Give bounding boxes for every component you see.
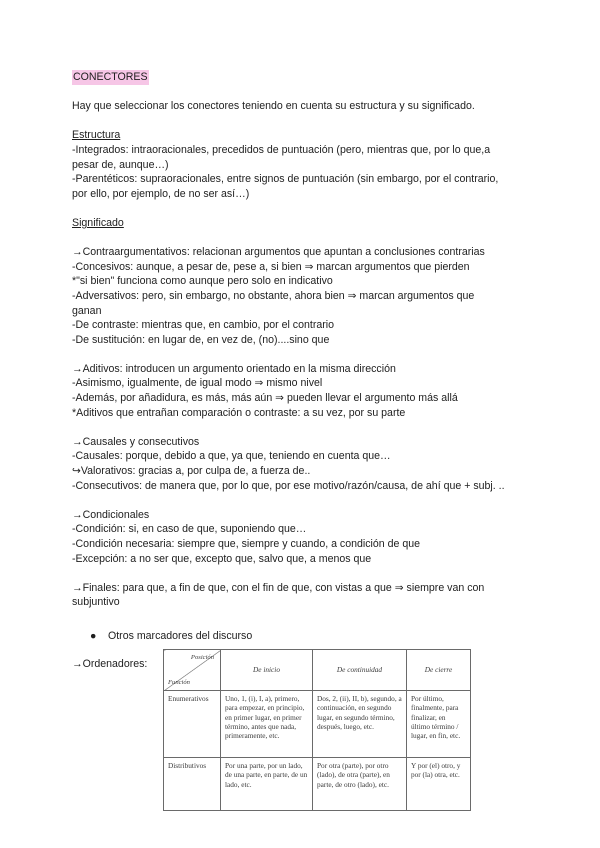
ordenadores-label: →Ordenadores: (72, 658, 148, 670)
table-header-cell: De continuidad (313, 650, 407, 691)
table-cell: Por último, finalmente, para finalizar, en último término / lugar, en fin, etc. (407, 691, 471, 758)
table-header-row (164, 650, 471, 691)
causales-line: →Causales y consecutivos (72, 435, 200, 448)
finales-line: →Finales: para que, a fin de que, con el fin de que, con vistas a que ⇒ siempre van con (72, 581, 485, 594)
estructura-line: -Integrados: intraoracionales, precedidos de puntuación (pero, mientras que, por lo que,a (72, 143, 491, 156)
table-cell: Por una parte, por un lado, de una parte, en parte, de un lado, etc. (221, 758, 313, 811)
corner-funcion: Función (168, 678, 190, 686)
table-row (164, 758, 471, 811)
condicionales-line: -Condición necesaria: siempre que, siempre y cuando, a condición de que (72, 538, 421, 550)
contra-line: →Contraargumentativos: relacionan argumentos que apuntan a conclusiones contrarias (72, 246, 485, 259)
table-header-cell: De cierre (407, 650, 471, 691)
table-cell: Uno, 1, (i), I, a), primero, para empezar, en principio, en primer lugar, en primer término, antes que nada, primeramente, etc. (221, 691, 313, 758)
estructura-line: pesar de, aunque…) (72, 158, 169, 171)
aditivos-line: *Aditivos que entrañan comparación o contraste: a su vez, por su parte (72, 406, 406, 419)
table-row-label: Distributivos (164, 758, 221, 811)
estructura-heading: Estructura (72, 129, 121, 142)
contra-line: -De contraste: mientras que, en cambio, por el contrario (72, 319, 335, 332)
contra-line: -Adversativos: pero, sin embargo, no obstante, ahora bien ⇒ marcan argumentos que (72, 289, 475, 302)
significado-heading: Significado (72, 216, 124, 229)
estructura-line: por ello, por ejemplo, de no ser así…) (72, 187, 250, 200)
condicionales-line: →Condicionales (72, 508, 150, 521)
intro-text: Hay que seleccionar los conectores teniendo en cuenta su estructura y su significado. (72, 100, 475, 113)
table-row-label: Enumerativos (164, 691, 221, 758)
contra-line: *"si bien" funciona como aunque pero solo en indicativo (72, 275, 333, 288)
table-row (164, 691, 471, 758)
aditivos-line: -Asimismo, igualmente, de igual modo ⇒ mismo nivel (72, 377, 323, 390)
aditivos-line: →Aditivos: introducen un argumento orientado en la misma dirección (72, 362, 396, 375)
condicionales-line: -Condición: si, en caso de que, suponiendo que… (72, 523, 307, 536)
corner-posicion: Posición (190, 654, 214, 661)
contra-line: -De sustitución: en lugar de, en vez de, (no)....sino que (72, 333, 330, 346)
table-cell: Por otra (parte), por otro (lado), de otra (parte), en parte, de otro (lado), etc. (313, 758, 407, 811)
table-cell: Dos, 2, (ii), II, b), segundo, a continuación, en segundo lugar, en segundo término, después, luego, etc. (313, 691, 407, 758)
bullet-item (72, 629, 542, 644)
bullet-dot-icon: ● (90, 629, 97, 642)
bullet-text: Otros marcadores del discurso (108, 629, 253, 642)
finales-line: subjuntivo (72, 596, 120, 609)
table-cell: Y por (el) otro, y por (la) otra, etc. (407, 758, 471, 811)
contra-line: -Concesivos: aunque, a pesar de, pese a, si bien ⇒ marcan argumentos que pierden (72, 260, 470, 273)
causales-line: -Causales: porque, debido a que, ya que, teniendo en cuenta que… (72, 450, 391, 463)
ordenadores-table (163, 649, 471, 811)
document-title: CONECTORES (73, 71, 148, 83)
document-body (72, 70, 542, 643)
contra-line: ganan (72, 304, 102, 317)
condicionales-line: -Excepción: a no ser que, excepto que, salvo que, a menos que (72, 552, 372, 565)
aditivos-line: -Además, por añadidura, es más, más aún ⇒ pueden llevar el argumento más allá (72, 392, 458, 405)
causales-line: ↪Valorativos: gracias a, por culpa de, a fuerza de.. (72, 465, 311, 478)
table-header-cell: De inicio (221, 650, 313, 691)
table-corner-cell (164, 650, 221, 691)
causales-line: -Consecutivos: de manera que, por lo que, por ese motivo/razón/causa, de ahí que + subj. .. (72, 479, 505, 492)
estructura-line: -Parentéticos: supraoracionales, entre signos de puntuación (sin embargo, por el contrario, (72, 173, 499, 186)
